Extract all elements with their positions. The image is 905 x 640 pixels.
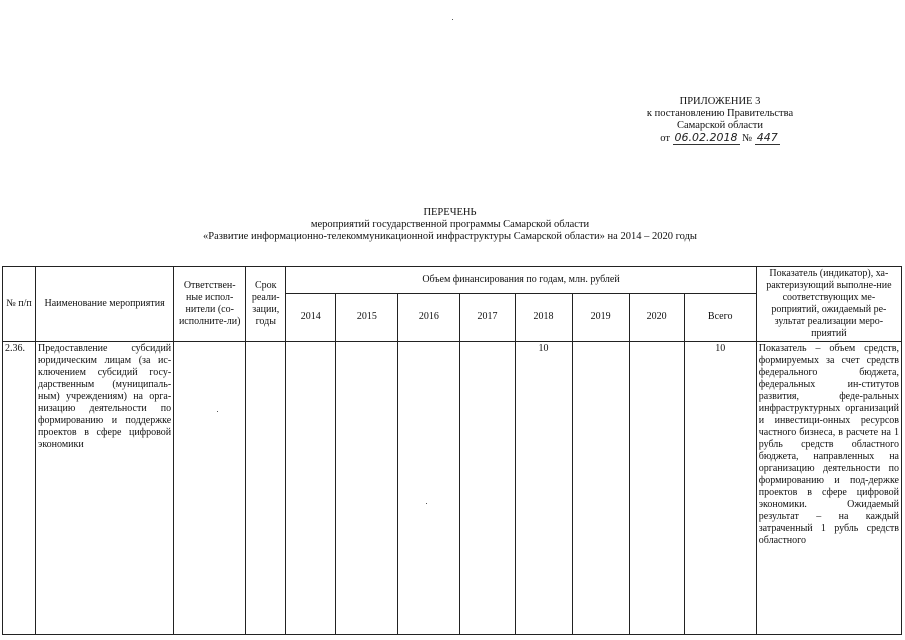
cell-value-2019 — [572, 342, 629, 635]
cell-value-2016 — [398, 342, 460, 635]
scan-speck — [452, 19, 453, 20]
cell-value-2017 — [460, 342, 515, 635]
handwritten-number: 447 — [756, 131, 778, 144]
header-num: № п/п — [3, 267, 36, 342]
number-prefix: № — [742, 133, 753, 144]
cell-num: 2.36. — [3, 342, 36, 635]
handwritten-date: 06.02.2018 — [674, 131, 738, 144]
cell-value-2015 — [336, 342, 398, 635]
cell-indicator: Показатель – объем средств, формируемых за счет средств федерального бюджета, федеральных ин-ститутов развития, феде-ральных инфраструктурных организаций и инвестици-онных ресурсов частного бизнеса, в расчете на 1 рубль средств областного бюджета, направленных на организацию деятельности по формированию и под-держке проектов в сфере цифровой экономики. Ожидаемый результат – на каждый затраченный 1 рубль средств областного — [756, 342, 901, 635]
cell-value-2020 — [629, 342, 684, 635]
cell-value-2018: 10 — [515, 342, 572, 635]
header-year: 2018 — [515, 293, 572, 341]
cell-executors — [174, 342, 246, 635]
title-program-name: «Развитие информационно-телекоммуникационной инфраструктуры Самарской области» на 2014 – 2020 годы — [203, 231, 697, 242]
appendix-label: ПРИЛОЖЕНИЕ 3 — [679, 96, 761, 107]
header-name: Наименование мероприятия — [36, 267, 174, 342]
date-prefix: от — [660, 133, 670, 144]
header-year: 2015 — [336, 293, 398, 341]
appendix-region: Самарской области — [677, 120, 763, 131]
activities-table — [2, 266, 902, 635]
appendix-date-line — [660, 132, 780, 145]
document-title — [150, 207, 750, 243]
cell-value-2014 — [286, 342, 336, 635]
cell-value-total: 10 — [684, 342, 756, 635]
header-year: 2017 — [460, 293, 515, 341]
header-year: 2014 — [286, 293, 336, 341]
cell-activity-name: Предоставление субсидий юридическим лицам (за ис-ключением субсидий госу-дарственным (муниципаль-ным) учреждениям) на орга-низацию деятельности по формированию и поддержке проектов в сфере цифровой экономики — [36, 342, 174, 635]
appendix-resolution: к постановлению Правительства — [646, 108, 794, 119]
header-year: 2020 — [629, 293, 684, 341]
header-term: Срок реали-зации, годы — [246, 267, 286, 342]
header-indicator: Показатель (индикатор), ха-рактеризующий выполне-ние соответствующих ме-роприятий, ожидаемый ре-зультат реализации меро-приятий — [756, 267, 901, 342]
title-subtitle: мероприятий государственной программы Самарской области — [310, 219, 590, 230]
header-year: 2016 — [398, 293, 460, 341]
header-total: Всего — [684, 293, 756, 341]
header-executors: Ответствен-ные испол-нители (со-исполните-ли) — [174, 267, 246, 342]
header-funding-group: Объем финансирования по годам, млн. рублей — [286, 267, 756, 294]
title-heading: ПЕРЕЧЕНЬ — [423, 207, 477, 218]
table-row — [3, 342, 902, 635]
cell-term — [246, 342, 286, 635]
appendix-header — [600, 96, 840, 145]
header-year: 2019 — [572, 293, 629, 341]
